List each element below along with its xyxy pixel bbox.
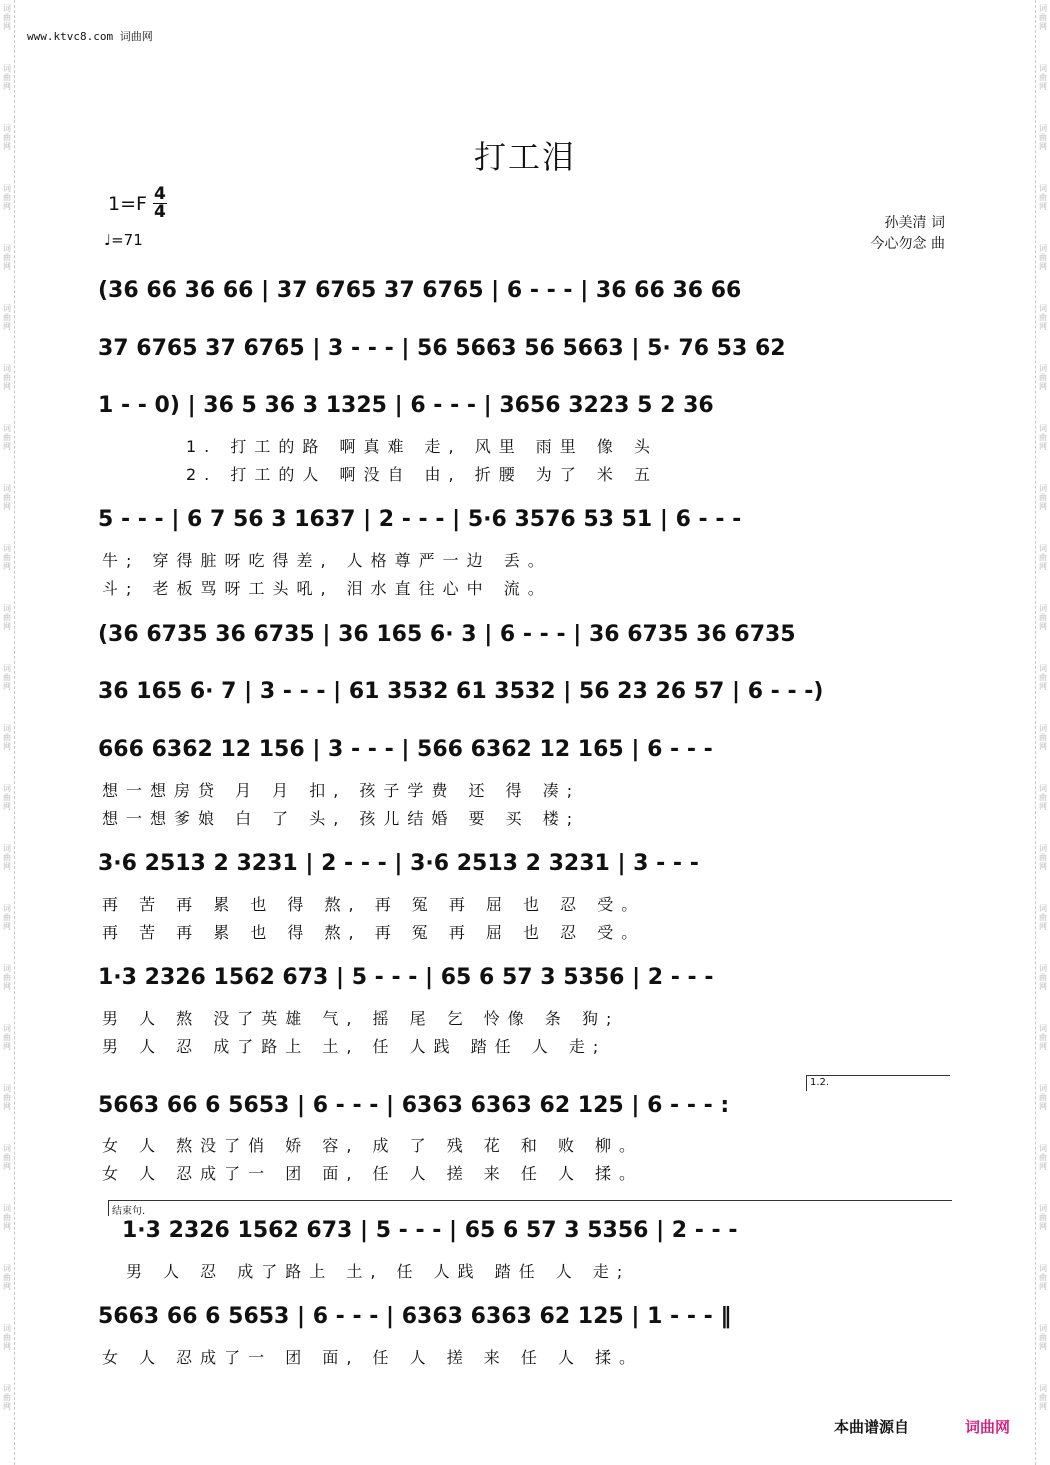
- side-watermark-text: 词 曲 网: [3, 904, 11, 931]
- notation-row: [98, 278, 950, 312]
- lyric-line: [98, 576, 950, 598]
- lyric-line: [98, 1006, 950, 1028]
- lyric-text: 男 人 熬 没了英雄 气, 摇 尾 乞 怜像 条 狗;: [102, 1009, 620, 1028]
- side-watermark-text: 词 曲 网: [3, 1084, 11, 1111]
- lyric-text: 1. 打工的路 啊真难 走, 风里 雨里 像 头: [186, 437, 658, 456]
- side-watermark-text: 词 曲 网: [3, 1324, 11, 1351]
- side-watermark-text: 词 曲 网: [1039, 664, 1047, 691]
- left-watermark-strip: [0, 0, 15, 1465]
- time-bottom: 4: [153, 202, 166, 222]
- side-watermark-text: 词 曲 网: [1039, 364, 1047, 391]
- side-watermark-text: 词 曲 网: [3, 244, 11, 271]
- notation-line: 1·3 2326 1562 673 | 5 - - - | 65 6 57 3 5356 | 2 - - -: [122, 1218, 738, 1243]
- side-watermark-text: 词 曲 网: [3, 4, 11, 31]
- side-watermark-text: 词 曲 网: [3, 64, 11, 91]
- lyric-text: 想一想爹娘 白 了 头, 孩儿结婚 要 买 楼;: [102, 809, 581, 828]
- notation-row: [98, 393, 950, 427]
- site-url: www.ktvc8.com 词曲网: [27, 30, 153, 43]
- footer-source-label: 本曲谱源自: [833, 1418, 909, 1436]
- tempo-value: =71: [111, 231, 143, 249]
- side-watermark-text: 词 曲 网: [1039, 1384, 1047, 1411]
- lyric-text: 再 苦 再 累 也 得 熬, 再 冤 再 屈 也 忍 受。: [102, 895, 646, 914]
- side-watermark-text: 词 曲 网: [3, 1204, 11, 1231]
- composer-credit: 今心勿念 曲: [870, 236, 945, 252]
- side-watermark-text: 词 曲 网: [1039, 544, 1047, 571]
- notation-line: 1 - - 0) | 36 5 36 3 1325 | 6 - - - | 3656 3223 5 2 36: [98, 393, 714, 418]
- side-watermark-text: 词 曲 网: [3, 544, 11, 571]
- side-watermark-text: 词 曲 网: [1039, 724, 1047, 751]
- side-watermark-text: 词 曲 网: [1039, 184, 1047, 211]
- lyric-text: 女 人 忍成了一 团 面, 任 人 搓 来 任 人 揉。: [102, 1348, 644, 1367]
- side-watermark-text: 词 曲 网: [3, 124, 11, 151]
- notation-line: 5 - - - | 6 7 56 3 1637 | 2 - - - | 5·6 3576 53 51 | 6 - - -: [98, 507, 742, 532]
- ending-bracket: 结束句.: [108, 1200, 952, 1216]
- side-watermark-text: 词 曲 网: [1039, 424, 1047, 451]
- footer-brand-link[interactable]: 词曲网: [964, 1418, 1010, 1436]
- notation-row: [98, 1093, 950, 1127]
- volta-bracket: 1.2.: [806, 1075, 950, 1091]
- lyric-line: [98, 1161, 950, 1183]
- side-watermark-text: 词 曲 网: [1039, 4, 1047, 31]
- lyric-line: [98, 462, 950, 484]
- lyric-line: [98, 920, 950, 942]
- notation-line: 5663 66 6 5653 | 6 - - - | 6363 6363 62 125 | 1 - - - ‖: [98, 1304, 732, 1329]
- notation-row: [98, 507, 950, 541]
- lyricist-credit: 孙美清 词: [884, 215, 945, 231]
- side-watermark-text: 词 曲 网: [3, 424, 11, 451]
- lyric-line: [98, 1034, 950, 1056]
- lyric-text: 2. 打工的人 啊没自 由, 折腰 为了 米 五: [186, 465, 658, 484]
- footer-source: [834, 1416, 1010, 1437]
- side-watermark-text: 词 曲 网: [3, 184, 11, 211]
- lyric-text: 想一想房贷 月 月 扣, 孩子学费 还 得 凑;: [102, 781, 581, 800]
- side-watermark-text: 词 曲 网: [1039, 784, 1047, 811]
- song-title: 打工泪: [473, 138, 576, 176]
- lyric-line: [98, 548, 950, 570]
- side-watermark-text: 词 曲 网: [3, 364, 11, 391]
- side-watermark-text: 词 曲 网: [1039, 1204, 1047, 1231]
- side-watermark-text: 词 曲 网: [3, 964, 11, 991]
- side-watermark-text: 词 曲 网: [1039, 964, 1047, 991]
- lyric-text: 女 人 忍成了一 团 面, 任 人 搓 来 任 人 揉。: [102, 1164, 644, 1183]
- side-watermark-text: 词 曲 网: [3, 604, 11, 631]
- side-watermark-text: 词 曲 网: [1039, 244, 1047, 271]
- lyric-line: [98, 1345, 950, 1367]
- lyric-text: 牛; 穿得脏呀吃得差, 人格尊严一边 丢。: [102, 551, 552, 570]
- side-watermark-text: 词 曲 网: [1039, 1024, 1047, 1051]
- tempo-marking: [104, 231, 143, 249]
- lyric-line: [98, 892, 950, 914]
- key-label: 1=F: [108, 192, 147, 215]
- side-watermark-text: 词 曲 网: [1039, 604, 1047, 631]
- key-signature: [108, 186, 167, 221]
- lyric-text: 斗; 老板骂呀工头吼, 泪水直往心中 流。: [102, 579, 552, 598]
- side-watermark-text: 词 曲 网: [3, 1384, 11, 1411]
- notation-line: 36 165 6· 7 | 3 - - - | 61 3532 61 3532 | 56 23 26 57 | 6 - - -): [98, 679, 824, 704]
- side-watermark-text: 词 曲 网: [3, 1264, 11, 1291]
- side-watermark-text: 词 曲 网: [3, 844, 11, 871]
- lyric-line: [98, 778, 950, 800]
- notation-row: [98, 622, 950, 656]
- lyric-line: [98, 1133, 950, 1155]
- side-watermark-text: 词 曲 网: [3, 1024, 11, 1051]
- quarter-note-icon: ♩: [104, 231, 112, 249]
- side-watermark-text: 词 曲 网: [1039, 904, 1047, 931]
- side-watermark-text: 词 曲 网: [3, 1144, 11, 1171]
- side-watermark-text: 词 曲 网: [3, 664, 11, 691]
- side-watermark-text: 词 曲 网: [1039, 1084, 1047, 1111]
- notation-row: [98, 336, 950, 370]
- side-watermark-text: 词 曲 网: [1039, 124, 1047, 151]
- notation-row: [98, 737, 950, 771]
- lyric-text: 女 人 熬没了俏 娇 容, 成 了 残 花 和 败 柳。: [102, 1136, 644, 1155]
- notation-line: 666 6362 12 156 | 3 - - - | 566 6362 12 165 | 6 - - -: [98, 737, 713, 762]
- notation-row: [122, 1218, 950, 1252]
- lyric-text: 男 人 忍 成了路上 土, 任 人践 踏任 人 走;: [102, 1037, 607, 1056]
- side-watermark-text: 词 曲 网: [3, 784, 11, 811]
- lyric-line: [122, 1259, 950, 1281]
- lyric-text: 男 人 忍 成了路上 土, 任 人践 踏任 人 走;: [126, 1262, 631, 1281]
- time-signature: [153, 186, 167, 221]
- side-watermark-text: 词 曲 网: [1039, 304, 1047, 331]
- notation-line: 3·6 2513 2 3231 | 2 - - - | 3·6 2513 2 3231 | 3 - - -: [98, 851, 699, 876]
- side-watermark-text: 词 曲 网: [3, 304, 11, 331]
- notation-line: 37 6765 37 6765 | 3 - - - | 56 5663 56 5663 | 5· 76 53 62: [98, 336, 786, 361]
- side-watermark-text: 词 曲 网: [3, 484, 11, 511]
- side-watermark-text: 词 曲 网: [1039, 1264, 1047, 1291]
- lyric-line: [98, 434, 950, 456]
- notation-line: 5663 66 6 5653 | 6 - - - | 6363 6363 62 125 | 6 - - - :: [98, 1093, 730, 1118]
- notation-line: 1·3 2326 1562 673 | 5 - - - | 65 6 57 3 5356 | 2 - - -: [98, 965, 714, 990]
- lyric-line: [98, 806, 950, 828]
- time-top: 4: [153, 184, 166, 204]
- notation-row: [98, 679, 950, 713]
- right-watermark-strip: [1035, 0, 1050, 1465]
- notation-row: [98, 1304, 950, 1338]
- side-watermark-text: 词 曲 网: [1039, 1144, 1047, 1171]
- lyric-text: 再 苦 再 累 也 得 熬, 再 冤 再 屈 也 忍 受。: [102, 923, 646, 942]
- side-watermark-text: 词 曲 网: [3, 724, 11, 751]
- side-watermark-text: 词 曲 网: [1039, 64, 1047, 91]
- notation-line: (36 6735 36 6735 | 36 165 6· 3 | 6 - - - | 36 6735 36 6735: [98, 622, 796, 647]
- notation-line: (36 66 36 66 | 37 6765 37 6765 | 6 - - - | 36 66 36 66: [98, 278, 742, 303]
- side-watermark-text: 词 曲 网: [1039, 484, 1047, 511]
- side-watermark-text: 词 曲 网: [1039, 1324, 1047, 1351]
- notation-row: [98, 965, 950, 999]
- notation-row: [98, 851, 950, 885]
- side-watermark-text: 词 曲 网: [1039, 844, 1047, 871]
